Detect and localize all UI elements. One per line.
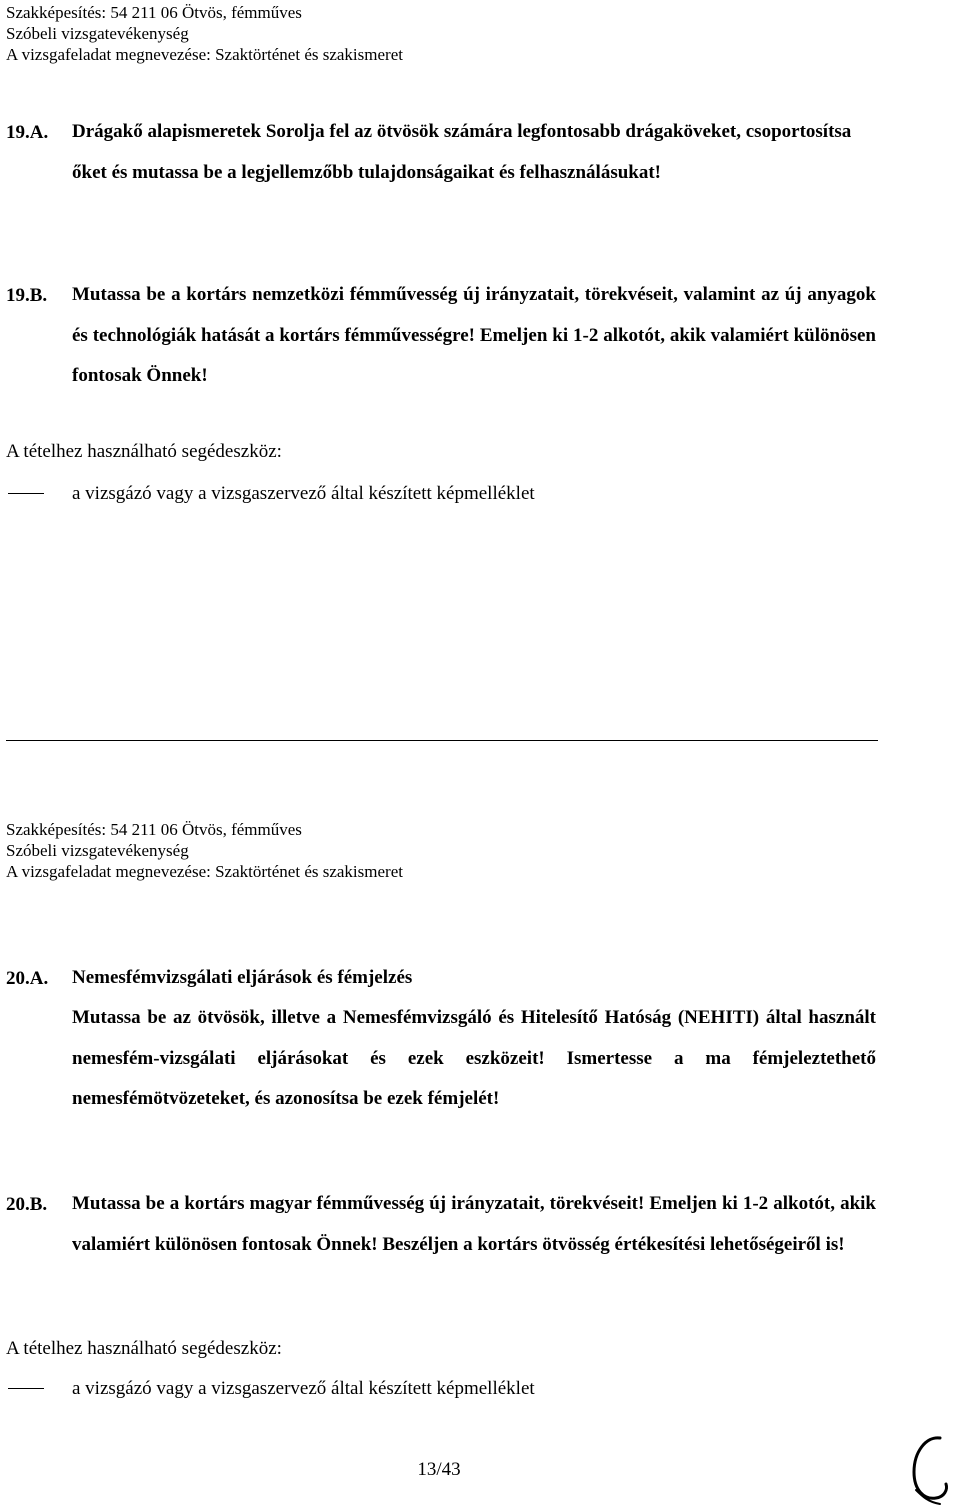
header-bottom — [6, 819, 403, 882]
header-task-name: A vizsgafeladat megnevezése: Szaktörténet és szakismeret — [6, 862, 403, 881]
tools-2-title: A tételhez használható segédeszköz: — [6, 1338, 282, 1359]
dash-bullet — [8, 493, 44, 495]
header-exam-type: Szóbeli vizsgatevékenység — [6, 24, 189, 43]
task-19b-text: Mutassa be a kortárs nemzetközi fémművesség új irányzatait, törekvéseit, valamint az új anyagok és technológiák hatását a kortárs fémművességre! Emeljen ki 1-2 alkotót, akik valamiért különösen fontosak Önnek! — [72, 284, 876, 386]
header-exam-type: Szóbeli vizsgatevékenység — [6, 841, 189, 860]
page-divider — [6, 740, 878, 741]
dash-bullet — [8, 1388, 44, 1390]
header-qualification: Szakképesítés: 54 211 06 Ötvös, fémműves — [6, 3, 302, 22]
tools-1-title: A tételhez használható segédeszköz: — [6, 441, 282, 462]
tools-2-item-text: a vizsgázó vagy a vizsgaszervező által készített képmelléklet — [72, 1378, 535, 1399]
task-20a-number: 20.A. — [6, 968, 49, 989]
task-19a-text: Drágakő alapismeretek Sorolja fel az ötvösök számára legfontosabb drágaköveket, csoportosítsa őket és mutassa be a legjellemzőbb tulajdonságaikat és felhasználásukat! — [72, 121, 852, 183]
task-19a-number: 19.A. — [6, 122, 49, 143]
header-task-name: A vizsgafeladat megnevezése: Szaktörténet és szakismeret — [6, 45, 403, 64]
task-20b-text: Mutassa be a kortárs magyar fémművesség új irányzatait, törekvéseit! Emeljen ki 1-2 alkotót, akik valamiért különösen fontosak Önnek! Beszéljen a kortárs ötvösség értékesítési lehetőségeiről is! — [72, 1193, 876, 1255]
tools-1-item-text: a vizsgázó vagy a vizsgaszervező által készített képmelléklet — [72, 483, 535, 504]
header-top — [6, 2, 403, 65]
task-20a-title: Nemesfémvizsgálati eljárások és fémjelzés — [72, 967, 413, 988]
task-19b-number: 19.B. — [6, 285, 48, 306]
signature-mark — [906, 1430, 954, 1506]
tools-1-item — [8, 483, 535, 505]
task-20b-number: 20.B. — [6, 1194, 48, 1215]
header-qualification: Szakképesítés: 54 211 06 Ötvös, fémműves — [6, 820, 302, 839]
tools-2-item — [8, 1378, 535, 1400]
page-number: 13/43 — [417, 1459, 461, 1480]
task-20a-text: Mutassa be az ötvösök, illetve a Nemesfémvizsgáló és Hitelesítő Hatóság (NEHITI) által használt nemesfém-vizsgálati eljárásokat és ezek eszközeit! Ismertesse a ma fémjeleztethető nemesfémötvözeteket, és azonosítsa be ezek fémjelét! — [72, 1007, 876, 1109]
